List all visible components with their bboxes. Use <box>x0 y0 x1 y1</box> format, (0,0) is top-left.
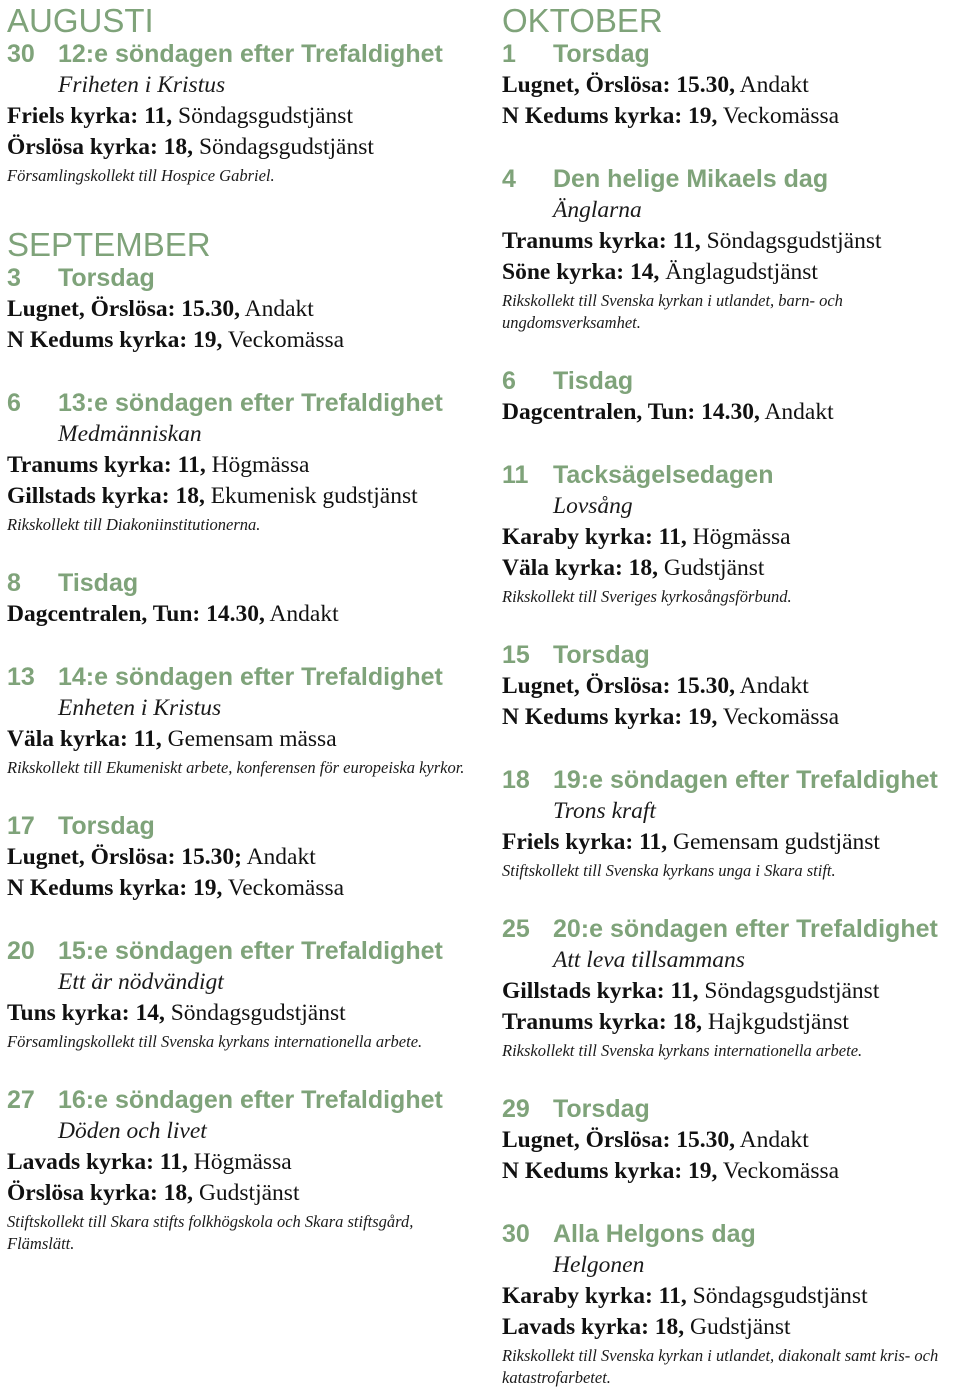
service-event: Veckomässa <box>222 327 345 353</box>
service-place: Gillstads kyrka: 18, <box>7 483 205 509</box>
service-line <box>502 827 957 858</box>
calendar-entry <box>502 39 957 132</box>
service-line <box>502 397 957 428</box>
service-place: Örslösa kyrka: 18, <box>7 134 194 160</box>
service-event: Söndagsgudstjänst <box>193 134 374 160</box>
service-line <box>7 1178 477 1209</box>
service-place: Friels kyrka: 11, <box>7 103 173 129</box>
service-line <box>502 101 957 132</box>
day-theme: Enheten i Kristus <box>58 695 222 721</box>
day-heading <box>7 1085 477 1116</box>
day-heading <box>7 662 477 693</box>
service-line <box>7 724 477 755</box>
day-heading <box>7 388 477 419</box>
calendar-entry <box>7 662 477 779</box>
service-event: Andakt <box>735 72 809 98</box>
day-theme: Ett är nödvändigt <box>58 969 224 995</box>
service-event: Gudstjänst <box>658 555 765 581</box>
day-number: 25 <box>502 915 530 943</box>
service-place: Lugnet, Örslösa: 15.30, <box>7 296 241 322</box>
day-theme: Trons kraft <box>553 798 656 824</box>
day-number: 13 <box>7 663 35 691</box>
service-place: Tranums kyrka: 18, <box>502 1009 702 1035</box>
day-heading <box>502 765 957 796</box>
service-event: Veckomässa <box>717 1158 840 1184</box>
day-theme: Lovsång <box>553 493 633 519</box>
service-event: Högmässa <box>686 524 791 550</box>
service-place: N Kedums kyrka: 19, <box>502 103 718 129</box>
service-event: Veckomässa <box>222 875 345 901</box>
service-event: Gudstjänst <box>193 1180 300 1206</box>
service-place: Väla kyrka: 11, <box>7 726 162 752</box>
service-place: Örslösa kyrka: 18, <box>7 1180 194 1206</box>
service-event: Söndagsgudstjänst <box>172 103 353 129</box>
calendar-entry <box>7 39 477 187</box>
calendar-entry <box>502 1219 957 1389</box>
service-event: Gemensam gudstjänst <box>667 829 880 855</box>
service-event: Andakt <box>735 673 809 699</box>
day-title: Den helige Mikaels dag <box>553 165 829 193</box>
service-place: Dagcentralen, Tun: 14.30, <box>7 601 265 627</box>
collection-note: Församlingskollekt till Hospice Gabriel. <box>7 166 275 185</box>
spacer <box>502 1187 957 1219</box>
service-line <box>502 70 957 101</box>
service-place: N Kedums kyrka: 19, <box>502 704 718 730</box>
day-title: 20:e söndagen efter Trefaldighet <box>553 915 938 943</box>
collection-note: Stiftskollekt till Skara stifts folkhögskola och Skara stiftsgård, Flämslätt. <box>7 1212 414 1253</box>
service-line <box>7 132 477 163</box>
service-place: Karaby kyrka: 11, <box>502 524 687 550</box>
day-title: 16:e söndagen efter Trefaldighet <box>58 1086 443 1114</box>
service-event: Högmässa <box>187 1149 292 1175</box>
service-line <box>502 553 957 584</box>
day-heading <box>502 1219 957 1250</box>
service-place: Lugnet, Örslösa: 15.30, <box>502 72 736 98</box>
service-line <box>502 976 957 1007</box>
service-event: Änglagudstjänst <box>659 259 818 285</box>
spacer <box>7 187 477 224</box>
service-place: Lugnet, Örslösa: 15.30, <box>502 1127 736 1153</box>
collection-note: Rikskollekt till Diakoniinstitutionerna. <box>7 515 261 534</box>
day-number: 6 <box>7 389 21 417</box>
service-place: Dagcentralen, Tun: 14.30, <box>502 399 760 425</box>
spacer <box>7 1053 477 1085</box>
service-event: Söndagsgudstjänst <box>686 1283 868 1309</box>
day-number: 18 <box>502 766 530 794</box>
collection-note: Rikskollekt till Svenska kyrkan i utlandet, diakonalt samt kris- och katastrofarbetet. <box>502 1346 939 1387</box>
day-title: Torsdag <box>553 641 650 669</box>
service-event: Andakt <box>735 1127 809 1153</box>
service-event: Söndagsgudstjänst <box>700 228 882 254</box>
day-number: 27 <box>7 1086 35 1114</box>
day-heading <box>502 39 957 70</box>
day-heading <box>502 164 957 195</box>
service-event: Veckomässa <box>717 704 840 730</box>
service-event: Gemensam mässa <box>161 726 337 752</box>
spacer <box>502 733 957 765</box>
service-line <box>7 450 477 481</box>
calendar-entry <box>7 263 477 356</box>
service-place: N Kedums kyrka: 19, <box>7 875 223 901</box>
day-heading <box>7 936 477 967</box>
service-place: Karaby kyrka: 11, <box>502 1283 687 1309</box>
service-line <box>7 998 477 1029</box>
service-line <box>502 702 957 733</box>
day-number: 29 <box>502 1095 530 1123</box>
service-line <box>7 325 477 356</box>
day-title: 19:e söndagen efter Trefaldighet <box>553 766 938 794</box>
service-event: Andakt <box>264 601 339 627</box>
day-title: Tisdag <box>553 367 634 395</box>
collection-note: Rikskollekt till Svenska kyrkans internationella arbete. <box>502 1041 863 1060</box>
calendar-entry <box>7 811 477 904</box>
collection-note: Församlingskollekt till Svenska kyrkans internationella arbete. <box>7 1032 423 1051</box>
day-number: 17 <box>7 812 35 840</box>
service-line <box>502 1156 957 1187</box>
month-heading: AUGUSTI <box>7 2 154 39</box>
day-number: 30 <box>502 1220 530 1248</box>
service-event: Hajkgudstjänst <box>702 1009 849 1035</box>
day-number: 20 <box>7 937 35 965</box>
day-title: 14:e söndagen efter Trefaldighet <box>58 663 443 691</box>
day-heading <box>502 366 957 397</box>
month-heading: OKTOBER <box>502 2 663 39</box>
service-line <box>502 1281 957 1312</box>
day-heading <box>7 263 477 294</box>
service-line <box>502 257 957 288</box>
calendar-entry <box>7 1085 477 1255</box>
day-title: 13:e söndagen efter Trefaldighet <box>58 389 443 417</box>
spacer <box>7 904 477 936</box>
service-line <box>7 599 477 630</box>
service-place: N Kedums kyrka: 19, <box>502 1158 718 1184</box>
service-place: Gillstads kyrka: 11, <box>502 978 699 1004</box>
spacer <box>502 882 957 914</box>
calendar-entry <box>502 366 957 428</box>
service-line <box>502 522 957 553</box>
service-line <box>502 1312 957 1343</box>
service-line <box>7 1147 477 1178</box>
day-theme: Helgonen <box>553 1252 645 1278</box>
day-number: 3 <box>7 264 21 292</box>
calendar-entry <box>502 1094 957 1187</box>
day-title: Tacksägelsedagen <box>553 461 774 489</box>
calendar-entry <box>502 640 957 733</box>
service-event: Gudstjänst <box>684 1314 791 1340</box>
service-place: N Kedums kyrka: 19, <box>7 327 223 353</box>
day-theme: Friheten i Kristus <box>58 72 226 98</box>
day-title: Torsdag <box>553 40 650 68</box>
service-line <box>7 101 477 132</box>
day-heading <box>502 460 957 491</box>
day-title: Torsdag <box>553 1095 650 1123</box>
service-line <box>502 226 957 257</box>
collection-note: Rikskollekt till Svenska kyrkan i utlandet, barn- och ungdomsverksamhet. <box>502 291 843 332</box>
service-event: Veckomässa <box>717 103 840 129</box>
service-line <box>7 842 477 873</box>
service-place: Lavads kyrka: 18, <box>502 1314 685 1340</box>
day-number: 4 <box>502 165 516 193</box>
spacer <box>7 356 477 388</box>
calendar-entry <box>502 914 957 1062</box>
service-event: Andakt <box>240 296 314 322</box>
service-event: Högmässa <box>205 452 310 478</box>
service-place: Lugnet, Örslösa: 15.30; <box>7 844 242 870</box>
service-place: Söne kyrka: 14, <box>502 259 660 285</box>
day-number: 11 <box>502 461 529 489</box>
day-title: Torsdag <box>58 812 155 840</box>
collection-note: Stiftskollekt till Svenska kyrkans unga i Skara stift. <box>502 861 836 880</box>
collection-note: Rikskollekt till Sveriges kyrkosångsförbund. <box>502 587 792 606</box>
service-event: Söndagsgudstjänst <box>164 1000 346 1026</box>
day-title: 15:e söndagen efter Trefaldighet <box>58 937 443 965</box>
service-line <box>7 481 477 512</box>
service-place: Lugnet, Örslösa: 15.30, <box>502 673 736 699</box>
spacer <box>502 1062 957 1094</box>
day-number: 6 <box>502 367 516 395</box>
spacer <box>502 132 957 164</box>
day-heading <box>7 568 477 599</box>
service-line <box>502 671 957 702</box>
day-number: 15 <box>502 641 530 669</box>
service-event: Andakt <box>242 844 316 870</box>
day-number: 30 <box>7 40 35 68</box>
service-line <box>502 1007 957 1038</box>
service-place: Tranums kyrka: 11, <box>502 228 701 254</box>
service-place: Tuns kyrka: 14, <box>7 1000 165 1026</box>
day-title: Torsdag <box>58 264 155 292</box>
day-title: Alla Helgons dag <box>553 1220 756 1248</box>
day-theme: Medmänniskan <box>58 421 202 447</box>
day-heading <box>7 39 477 70</box>
spacer <box>502 334 957 366</box>
day-theme: Att leva tillsammans <box>553 947 745 973</box>
month-heading: SEPTEMBER <box>7 226 211 263</box>
calendar-entry <box>7 936 477 1053</box>
day-theme: Änglarna <box>553 197 642 223</box>
service-event: Ekumenisk gudstjänst <box>204 483 418 509</box>
day-number: 1 <box>502 40 516 68</box>
calendar-entry <box>502 164 957 334</box>
service-place: Lavads kyrka: 11, <box>7 1149 188 1175</box>
service-line <box>7 873 477 904</box>
day-title: 12:e söndagen efter Trefaldighet <box>58 40 443 68</box>
day-heading <box>502 914 957 945</box>
calendar-entry <box>7 568 477 630</box>
right-column <box>502 0 957 1389</box>
day-theme: Döden och livet <box>58 1118 207 1144</box>
day-title: Tisdag <box>58 569 139 597</box>
day-heading <box>7 811 477 842</box>
service-place: Väla kyrka: 18, <box>502 555 659 581</box>
service-place: Tranums kyrka: 11, <box>7 452 206 478</box>
spacer <box>502 608 957 640</box>
calendar-entry <box>502 460 957 608</box>
calendar-entry <box>7 388 477 536</box>
day-heading <box>502 1094 957 1125</box>
spacer <box>7 779 477 811</box>
service-event: Andakt <box>759 399 834 425</box>
collection-note: Rikskollekt till Ekumeniskt arbete, konferensen för europeiska kyrkor. <box>7 758 465 777</box>
calendar-entry <box>502 765 957 882</box>
left-column <box>7 0 477 1255</box>
spacer <box>7 536 477 568</box>
service-place: Friels kyrka: 11, <box>502 829 668 855</box>
spacer <box>7 630 477 662</box>
service-event: Söndagsgudstjänst <box>698 978 880 1004</box>
spacer <box>502 428 957 460</box>
service-line <box>7 294 477 325</box>
day-number: 8 <box>7 569 21 597</box>
day-heading <box>502 640 957 671</box>
service-line <box>502 1125 957 1156</box>
